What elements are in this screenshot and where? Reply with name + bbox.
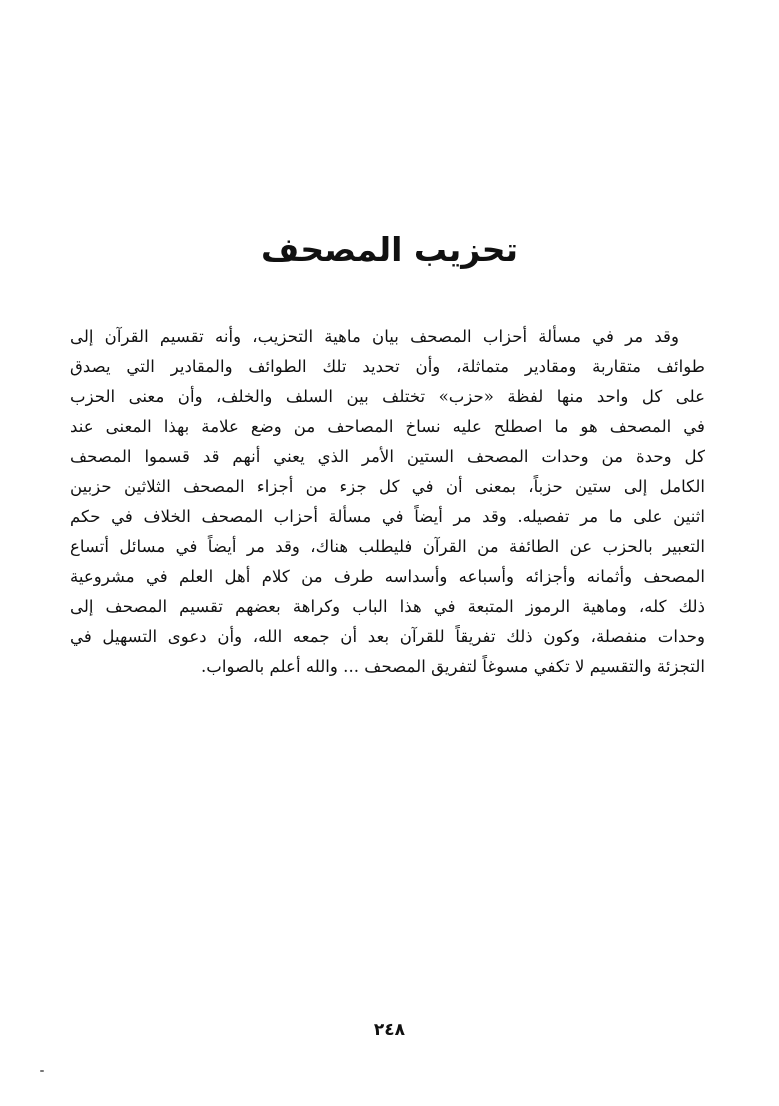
paragraph-line: كل وحدة من وحدات المصحف الستين الأمر الذي يعني أنهم قد قسموا المصحف (70, 447, 705, 466)
paragraph-line: وقد مر في مسألة أحزاب المصحف بيان ماهية التحزيب، وأنه تقسيم القرآن إلى (70, 327, 679, 346)
page-number: ٢٤٨ (373, 1020, 406, 1040)
body-paragraph (70, 322, 705, 682)
paragraph-line: ذلك كله، وماهية الرموز المتبعة في هذا الباب وكراهة بعضهم تقسيم المصحف إلى (70, 597, 705, 616)
page-title: تحزيب المصحف (261, 230, 518, 269)
paragraph-line: اثنين على ما مر تفصيله. وقد مر أيضاً في مسألة أحزاب المصحف الخلاف في حكم (70, 507, 705, 526)
scan-speck (40, 1070, 44, 1072)
paragraph-line: وحدات منفصلة، وكون ذلك تفريقاً للقرآن بعد أن جمعه الله، وأن دعوى التسهيل في (70, 627, 705, 646)
paragraph-line: على كل واحد منها لفظة «حزب» تختلف بين السلف والخلف، وأن معنى الحزب (70, 387, 705, 406)
paragraph-line: في المصحف هو ما اصطلح عليه نساخ المصاحف من وضع علامة بهذا المعنى عند (70, 417, 705, 436)
paragraph-line: التعبير بالحزب عن الطائفة من القرآن فليطلب هناك، وقد مر أيضاً في مسائل أتساع (70, 537, 705, 556)
paragraph-line: الكامل إلى ستين حزباً، بمعنى أن في كل جزء من أجزاء المصحف الثلاثين حزبين (70, 477, 705, 496)
paragraph-line: طوائف متقاربة ومقادير متماثلة، وأن تحديد تلك الطوائف والمقادير التي يصدق (70, 357, 705, 376)
paragraph-line: المصحف وأثمانه وأجزائه وأسباعه وأسداسه طرف من كلام أهل العلم في مشروعية (70, 567, 705, 586)
paragraph-line: التجزئة والتقسيم لا تكفي مسوغاً لتفريق المصحف ... والله أعلم بالصواب. (201, 657, 705, 676)
